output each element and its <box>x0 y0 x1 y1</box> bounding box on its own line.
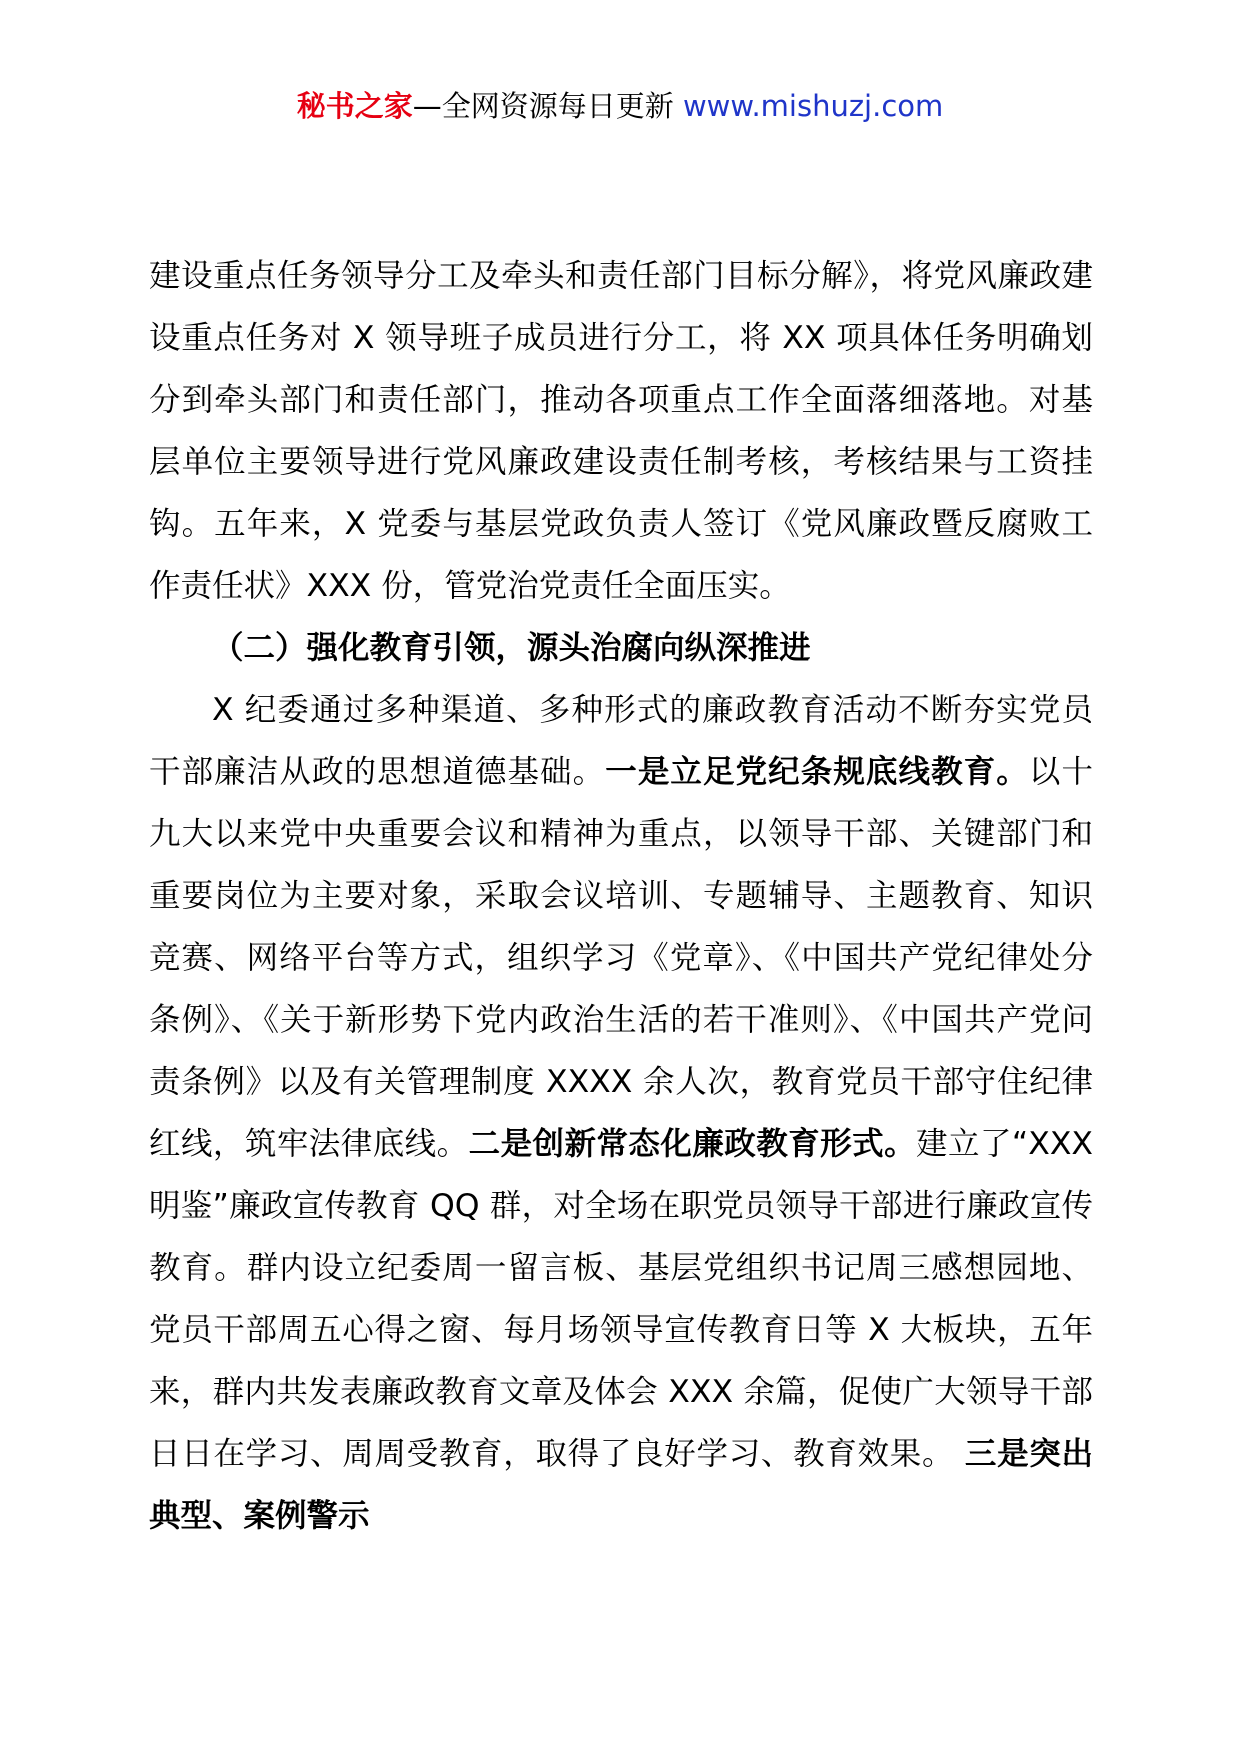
bold-point-two: 二是创新常态化廉政教育形式。 <box>468 1126 917 1162</box>
site-url-link[interactable]: www.mishuzj.com <box>682 89 944 123</box>
paragraph-responsibility: 建设重点任务领导分工及牵头和责任部门目标分解》，将党风廉政建设重点任务对 X 领导班子成员进行分工，将 XX 项具体任务明确划分到牵头部门和责任部门，推动各项重点工作全面落细落地。对基层单位主要领导进行党风廉政建设责任制考核，考核结果与工资挂钩。五年来，X 党委与基层党政负责人签订《党风廉政暨反腐败工作责任状》XXX 份，管党治党责任全面压实。 <box>149 258 1093 604</box>
site-header <box>0 86 1240 126</box>
site-brand: 秘书之家 <box>296 89 413 123</box>
bold-point-three: 三是突出典型、案例警示 <box>149 1436 1093 1534</box>
document-body <box>149 245 1093 1547</box>
bold-point-one: 一是立足党纪条规底线教育。 <box>605 754 1029 790</box>
paragraph-text: X 纪委通过多种渠道、多种形式的廉政教育活动不断夯实党员干部廉洁从政的思想道德基础。 <box>149 692 1093 790</box>
paragraph-text: 建立了“XXX 明鉴”廉政宣传教育 QQ 群，对全场在职党员领导干部进行廉政宣传教育。群内设立纪委周一留言板、基层党组织书记周三感想园地、党员干部周五心得之窗、每月场领导宣传教育日等 X 大板块，五年来，群内共发表廉政教育文章及体会 XXX 余篇，促使广大领导干部日日在学习、周周受教育，取得了良好学习、教育效果。 <box>149 1126 1093 1472</box>
paragraph-text: 以十九大以来党中央重要会议和精神为重点，以领导干部、关键部门和重要岗位为主要对象，采取会议培训、专题辅导、主题教育、知识竞赛、网络平台等方式，组织学习《党章》、《中国共产党纪律处分条例》、《关于新形势下党内政治生活的若干准则》、《中国共产党问责条例》以及有关管理制度 XXXX 余人次，教育党员干部守住纪律红线，筑牢法律底线。 <box>149 754 1093 1162</box>
section-heading-education: （二）强化教育引领，源头治腐向纵深推进 <box>212 630 811 666</box>
paragraph-education <box>149 679 1093 1547</box>
site-slogan: —全网资源每日更新 <box>412 89 683 123</box>
